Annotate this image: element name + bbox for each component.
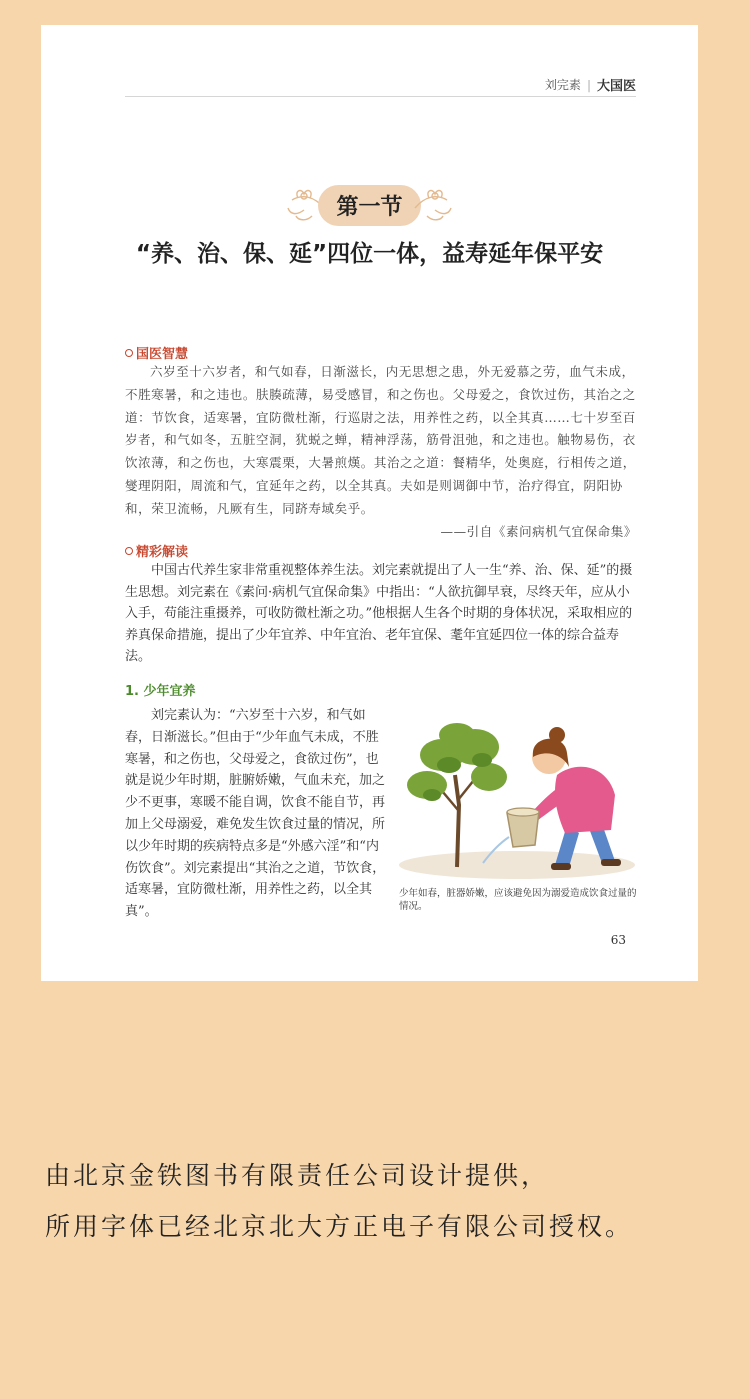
- wisdom-heading: [125, 343, 188, 362]
- youth-paragraph: 刘完素认为：“六岁至十六岁，和气如春，日渐滋长。”但由于“少年血气未成，不胜寒暑，和之伤也，父母爱之，食欲过伤”，也就是说少年时期，脏腑娇嫩，气血未充，加之少不更事，寒暖不能自调，饮食不能自节，再加上父母溺爱，难免发生饮食过量的情况，所以少年时期的疾病特点多是“外感六淫”和“内伤饮食”。刘完素提出“其治之之道，节饮食，适寒暑，宜防微杜渐，用养性之药，以全其真”。: [125, 708, 386, 920]
- running-head-separator: |: [586, 77, 591, 92]
- section-badge-label: 第一节: [318, 185, 420, 226]
- book-page: [41, 25, 698, 981]
- section-badge: [41, 185, 698, 226]
- reading-body: [125, 560, 637, 668]
- wisdom-heading-label: 国医智慧: [136, 347, 189, 362]
- reading-heading-label: 精彩解读: [136, 545, 189, 560]
- bullet-icon: [125, 547, 133, 555]
- running-head-book: 大国医: [596, 79, 636, 94]
- floral-ornament-right-icon: [413, 186, 455, 226]
- bullet-icon: [125, 349, 133, 357]
- page-number: 63: [610, 933, 626, 947]
- youth-heading: 1. 少年宜养: [125, 684, 196, 699]
- header-rule: [125, 96, 636, 97]
- publisher-credits: [45, 1150, 633, 1252]
- running-head: [545, 75, 636, 94]
- classic-quote-source: ——引自《素问病机气宜保命集》: [440, 523, 637, 539]
- credits-line-2: 所用字体已经北京北大方正电子有限公司授权。: [45, 1212, 634, 1241]
- girl-watering-tree-illustration: [397, 715, 642, 880]
- section-title: “养、治、保、延”四位一体，益寿延年保平安: [135, 241, 604, 267]
- classic-quote-text: 六岁至十六岁者，和气如春，日渐滋长，内无思想之患，外无爱慕之劳，血气未成，不胜寒暑，和之违也。肤腠疏薄，易受感冒，和之伤也。父母爱之，食饮过伤，其治之之道：节饮食，适寒暑，宜防微杜渐，行巡尉之法，用养性之药，以全其真……七十岁至百岁者，和气如冬，五脏空洞，犹蜕之蝉，精神浮荡，筋骨沮弛，和之违也。触物易伤，衣饮浓薄，和之伤也，大寒震栗，大暑煎熯。其治之之道：餐精华，处奥庭，行相传之道，燮理阴阳，周流和气，宜延年之药，以全其真。夫如是则调御中节，治疗得宜，阴阳协和，荣卫流畅，凡厥有生，同跻寿域矣乎。: [125, 364, 636, 516]
- reading-paragraph: 中国古代养生家非常重视整体养生法。刘完素就提出了人一生“养、治、保、延”的摄生思想。刘完素在《素问·病机气宜保命集》中指出：“人欲抗御早衰，尽终天年，应从小入手，苟能注重摄养，可收防微杜渐之功。”他根据人生各个时期的身体状况，采取相应的养真保命措施，提出了少年宜养、中年宜治、老年宜保、耄年宜延四位一体的综合益寿法。: [125, 563, 633, 665]
- reading-heading: [125, 541, 188, 560]
- classic-quote: [125, 361, 637, 543]
- running-head-author: 刘完素: [544, 78, 581, 92]
- youth-body: [125, 705, 387, 923]
- illustration-caption: 少年如春，脏器娇嫩，应该避免因为溺爱造成饮食过量的情况。: [399, 888, 637, 912]
- credits-line-1: 由北京金铁图书有限责任公司设计提供，: [45, 1161, 550, 1190]
